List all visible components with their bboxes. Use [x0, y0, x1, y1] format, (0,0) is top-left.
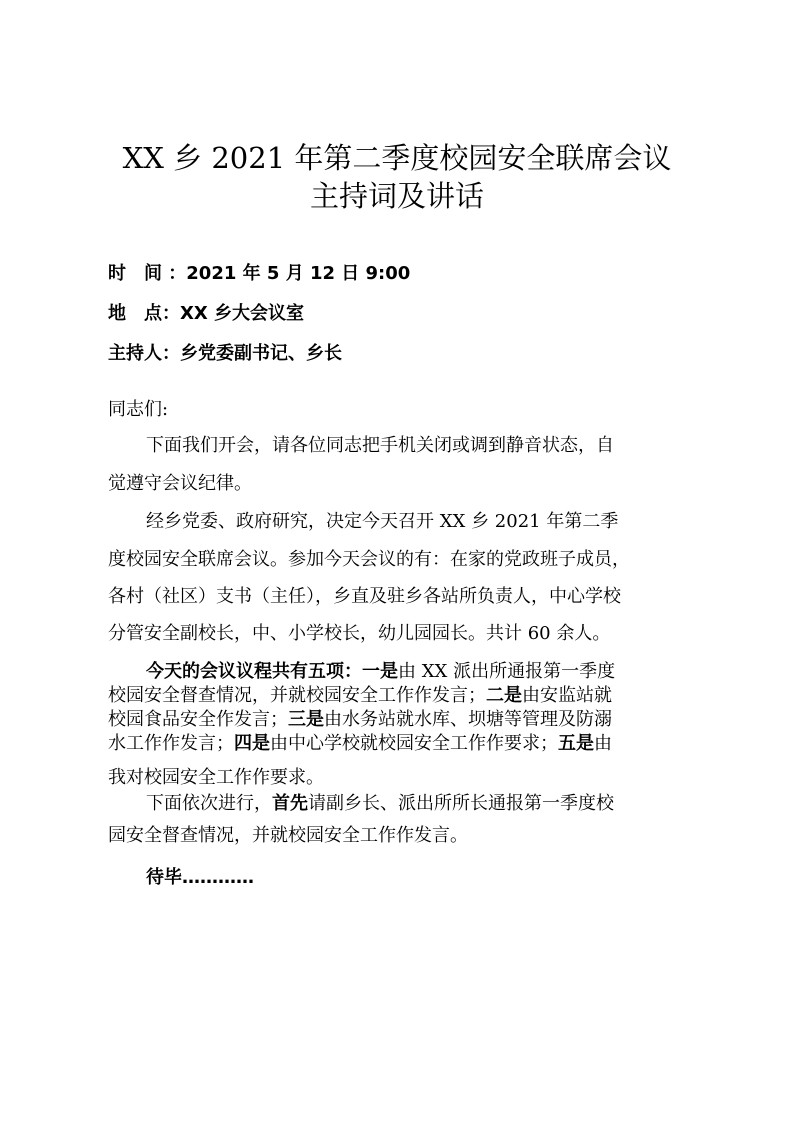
agenda-item-1-key: 一是 — [362, 661, 398, 682]
closing-text: 待毕………… — [146, 867, 254, 888]
agenda-line-3 — [108, 708, 612, 732]
meeting-host: 主持人：乡党委副书记、乡长 — [108, 343, 342, 364]
agenda-line-4 — [108, 732, 612, 756]
meeting-place: 地 点：XX 乡大会议室 — [108, 303, 305, 324]
agenda-item-4-key: 四是 — [234, 733, 270, 754]
agenda-item-2-text: 由安监站就 — [522, 685, 612, 706]
paragraph-2-line-3: 各村（社区）支书（主任），乡直及驻乡各站所负责人，中心学校 — [108, 586, 621, 607]
agenda-line-2 — [108, 684, 612, 708]
paragraph-4-line-1 — [146, 792, 614, 816]
paragraph-4-rest: 请副乡长、派出所所长通报第一季度校 — [308, 793, 614, 814]
paragraph-2-line-2: 度校园安全联席会议。参加今天会议的有：在家的党政班子成员， — [108, 549, 630, 570]
agenda-line-5: 我对校园安全工作作要求。 — [108, 767, 324, 788]
agenda-item-3-text: 由水务站就水库、坝塘等管理及防溺 — [324, 709, 612, 730]
agenda-item-5-key: 五是 — [558, 733, 594, 754]
agenda-item-5-text: 由 — [594, 733, 612, 754]
agenda-item-3-key: 三是 — [288, 709, 324, 730]
paragraph-1-line-1: 下面我们开会，请各位同志把手机关闭或调到静音状态，自 — [146, 435, 614, 456]
paragraph-4-key: 首先 — [272, 793, 308, 814]
salutation: 同志们: — [108, 399, 169, 420]
agenda-item-1-text: 由 XX 派出所通报第一季度 — [398, 661, 616, 682]
paragraph-1-line-2: 觉遵守会议纪律。 — [108, 473, 252, 494]
paragraph-2-line-1: 经乡党委、政府研究，决定今天召开 XX 乡 2021 年第二季 — [146, 511, 619, 532]
agenda-item-1-text-cont: 校园安全督查情况，并就校园安全工作作发言； — [108, 685, 486, 706]
agenda-intro: 今天的会议议程共有五项： — [146, 661, 362, 682]
document-title-line-1: XX 乡 2021 年第二季度校园安全联席会议 — [122, 141, 672, 175]
agenda-item-2-key: 二是 — [486, 685, 522, 706]
agenda-item-2-text-cont: 校园食品安全作发言； — [108, 709, 288, 730]
agenda-line-1 — [146, 660, 615, 684]
paragraph-4-line-2: 园安全督查情况，并就校园安全工作作发言。 — [108, 825, 468, 846]
agenda-item-3-text-cont: 水工作作发言； — [108, 733, 234, 754]
paragraph-2-line-4: 分管安全副校长，中、小学校长，幼儿园园长。共计 60 余人。 — [108, 623, 611, 644]
document-title-line-2: 主持词及讲话 — [309, 179, 484, 213]
agenda-item-4-text: 由中心学校就校园安全工作作要求； — [270, 733, 558, 754]
meeting-time: 时 间 ：2021 年 5 月 12 日 9:00 — [108, 263, 411, 284]
paragraph-4-pre: 下面依次进行， — [146, 793, 272, 814]
